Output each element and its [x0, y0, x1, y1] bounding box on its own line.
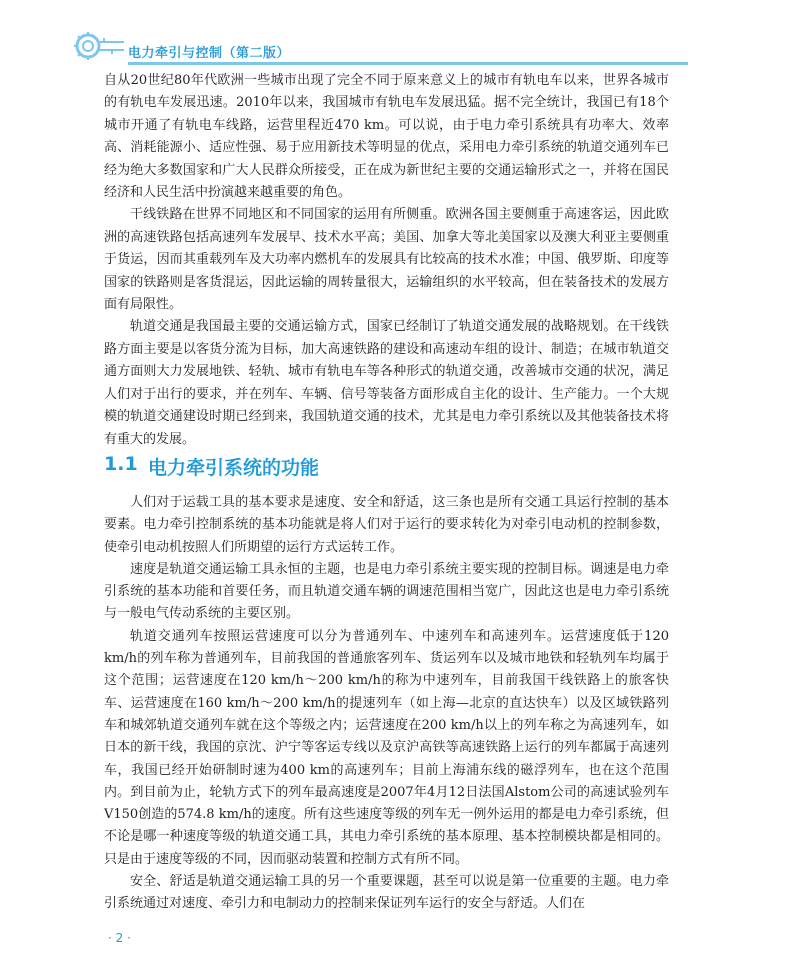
paragraph: 自从20世纪80年代欧洲一些城市出现了完全不同于原来意义上的城市有轨电车以来，世界各城市的有轨电车发展迅速。2010年以来，我国城市有轨电车发展迅猛。据不完全统计，我国已有18个城市开通了有轨电车线路，运营里程近470 km。可以说，由于电力牵引系统具有功率大、效率高、消耗能源小、适应性强、易于应用新技术等明显的优点，采用电力牵引系统的轨道交通列车已经为绝大多数国家和广大人民群众所接受，正在成为新世纪主要的交通运输形式之一，并将在国民经济和人民生活中扮演越来越重要的角色。 — [104, 73, 669, 201]
gear-circuit-logo-icon — [74, 32, 126, 60]
paragraph: 干线铁路在世界不同地区和不同国家的运用有所侧重。欧洲各国主要侧重于高速客运，因此欧洲的高速铁路包括高速列车发展早、技术水平高；美国、加拿大等北美国家以及澳大利亚主要侧重于货运，因而其重载列车及大功率内燃机车的发展具有比较高的技术水准；中国、俄罗斯、印度等国家的铁路则是客货混运，因此运输的周转量很大，运输组织的水平较高，但在装备技术的发展方面有局限性。 — [104, 207, 669, 313]
section-heading — [104, 453, 669, 481]
section-number: 1.1 — [104, 453, 138, 475]
header-divider — [128, 62, 688, 65]
paragraph: 轨道交通列车按照运营速度可以分为普通列车、中速列车和高速列车。运营速度低于120 km/h的列车称为普通列车，目前我国的普通旅客列车、货运列车以及城市地铁和轻轨列车均属于这个范围；运营速度在120 km/h～200 km/h的称为中速列车，目前我国干线铁路上的旅客快车、运营速度在160 km/h～200 km/h的提速列车（如上海—北京的直达快车）以及区域铁路列车和城郊轨道交通列车就在这个等级之内；运营速度在200 km/h以上的列车称之为高速列车，如日本的新干线，我国的京沈、沪宁等客运专线以及京沪高铁等高速铁路上运行的列车都属于高速列车，我国已经开始研制时速为400 km的高速列车；目前上海浦东线的磁浮列车，也在这个范围内。到目前为止，轮轨方式下的列车最高速度是2007年4月12日法国Alstom公司的高速试验列车V150创造的574.8 km/h的速度。所有这些速度等级的列车无一例外运用的都是电力牵引系统，但不论是哪一种速度等级的轨道交通工具，其电力牵引系统的基本原理、基本控制模块都是相同的。只是由于速度等级的不同，因而驱动装置和控制方式有所不同。 — [104, 628, 669, 867]
book-title: 电力牵引与控制（第二版） — [128, 46, 291, 61]
section-title: 电力牵引系统的功能 — [148, 457, 320, 479]
page-number: · 2 · — [108, 931, 131, 945]
paragraph: 轨道交通是我国最主要的交通运输方式，国家已经制订了轨道交通发展的战略规划。在干线铁路方面主要是以客货分流为目标，加大高速铁路的建设和高速动车组的设计、制造；在城市轨道交通方面则大力发展地铁、轻轨、城市有轨电车等各种形式的轨道交通，改善城市交通的状况，满足人们对于出行的要求，并在列车、车辆、信号等装备方面形成自主化的设计、生产能力。一个大规模的轨道交通建设时期已经到来，我国轨道交通的技术，尤其是电力牵引系统以及其他装备技术将有重大的发展。 — [104, 319, 669, 447]
paragraph: 人们对于运载工具的基本要求是速度、安全和舒适，这三条也是所有交通工具运行控制的基本要素。电力牵引控制系统的基本功能就是将人们对于运行的要求转化为对牵引电动机的控制参数，使牵引电动机按照人们所期望的运行方式运转工作。 — [104, 495, 669, 555]
intro-text — [104, 70, 669, 451]
paragraph: 安全、舒适是轨道交通运输工具的另一个重要课题，甚至可以说是第一位重要的主题。电力牵引系统通过对速度、牵引力和电制动力的控制来保证列车运行的安全与舒适。人们在 — [104, 874, 669, 912]
page-header — [0, 0, 800, 70]
paragraph: 速度是轨道交通运输工具永恒的主题，也是电力牵引系统主要实现的控制目标。调速是电力牵引系统的基本功能和首要任务，而且轨道交通车辆的调速范围相当宽广，因此这也是电力牵引系统与一般电气传动系统的主要区别。 — [104, 561, 669, 622]
section-text — [104, 492, 669, 916]
